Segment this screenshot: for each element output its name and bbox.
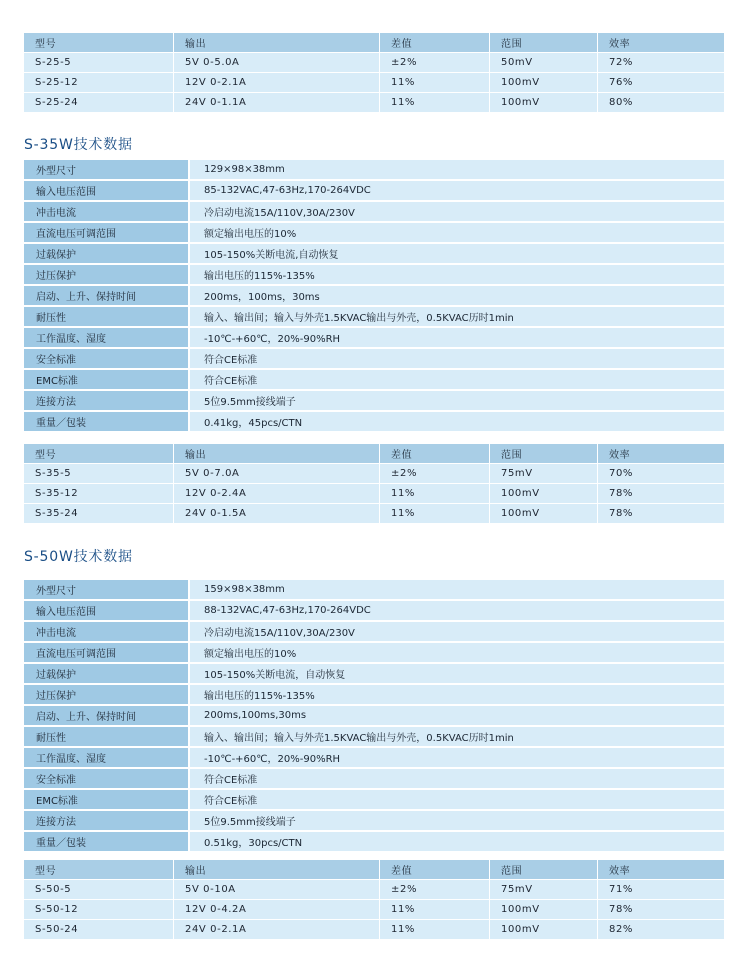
cell-output: 5V 0-5.0A: [174, 53, 380, 73]
spec-row: [24, 286, 724, 307]
spec-row: [24, 685, 724, 706]
spec-label: 输入电压范围: [24, 181, 190, 202]
cell-model: S-35-24: [24, 504, 174, 524]
spec-value: 159×98×38mm: [190, 580, 724, 601]
spec-label: 直流电压可调范围: [24, 223, 190, 244]
header-model: 型号: [24, 860, 174, 880]
cell-efficiency: 82%: [598, 920, 724, 940]
cell-output: 5V 0-7.0A: [174, 464, 380, 484]
spec-row: [24, 349, 724, 370]
cell-efficiency: 72%: [598, 53, 724, 73]
cell-model: S-50-24: [24, 920, 174, 940]
cell-output: 24V 0-2.1A: [174, 920, 380, 940]
spec-value: 输出电压的115%-135%: [190, 265, 724, 286]
spec-row: [24, 769, 724, 790]
cell-diff: 11%: [380, 484, 490, 504]
cell-diff: 11%: [380, 93, 490, 113]
cell-range: 100mV: [490, 484, 598, 504]
spec-row: [24, 601, 724, 622]
spec-row: [24, 265, 724, 286]
spec-value: 输入、输出间；输入与外壳1.5KVAC输出与外壳，0.5KVAC历时1min: [190, 307, 724, 328]
spec-label: 连接方法: [24, 811, 190, 832]
spec-value: 额定输出电压的10%: [190, 223, 724, 244]
cell-range: 100mV: [490, 920, 598, 940]
cell-diff: ±2%: [380, 464, 490, 484]
spec-label: 启动、上升、保持时间: [24, 706, 190, 727]
spec-row: [24, 706, 724, 727]
spec-label: 输入电压范围: [24, 601, 190, 622]
spec-row: [24, 307, 724, 328]
spec-value: 0.41kg，45pcs/CTN: [190, 412, 724, 433]
cell-model: S-35-5: [24, 464, 174, 484]
spec-label: 安全标准: [24, 769, 190, 790]
spec-row: [24, 748, 724, 769]
cell-model: S-25-5: [24, 53, 174, 73]
spec-value: -10℃-+60℃，20%-90%RH: [190, 328, 724, 349]
table-row: [24, 93, 724, 113]
spec-value: 输出电压的115%-135%: [190, 685, 724, 706]
cell-diff: ±2%: [380, 53, 490, 73]
spec-label: 过压保护: [24, 265, 190, 286]
spec-label: EMC标准: [24, 790, 190, 811]
cell-output: 5V 0-10A: [174, 880, 380, 900]
spec-row: [24, 181, 724, 202]
spec-value: 0.51kg，30pcs/CTN: [190, 832, 724, 853]
header-efficiency: 效率: [598, 860, 724, 880]
cell-range: 50mV: [490, 53, 598, 73]
spec-row: [24, 244, 724, 265]
table-row: [24, 464, 724, 484]
spec-label: 工作温度、湿度: [24, 328, 190, 349]
spec-row: [24, 727, 724, 748]
spec-row: [24, 832, 724, 853]
spec-row: [24, 412, 724, 433]
table-row: [24, 504, 724, 524]
cell-efficiency: 78%: [598, 900, 724, 920]
spec-row: [24, 160, 724, 181]
spec-value: 符合CE标准: [190, 349, 724, 370]
s35-spec-table: [24, 160, 724, 433]
header-range: 范围: [490, 444, 598, 464]
spec-value: 冷启动电流15A/110V,30A/230V: [190, 622, 724, 643]
table-row: [24, 880, 724, 900]
cell-model: S-25-12: [24, 73, 174, 93]
spec-value: 88-132VAC,47-63Hz,170-264VDC: [190, 601, 724, 622]
header-efficiency: 效率: [598, 33, 724, 53]
header-diff: 差值: [380, 33, 490, 53]
spec-row: [24, 391, 724, 412]
spec-row: [24, 664, 724, 685]
spec-label: 外型尺寸: [24, 160, 190, 181]
spec-value: 105-150%关断电流,自动恢复: [190, 244, 724, 265]
spec-value: 符合CE标准: [190, 790, 724, 811]
spec-label: EMC标准: [24, 370, 190, 391]
spec-value: 5位9.5mm接线端子: [190, 391, 724, 412]
cell-range: 100mV: [490, 504, 598, 524]
spec-label: 过压保护: [24, 685, 190, 706]
spec-value: 冷启动电流15A/110V,30A/230V: [190, 202, 724, 223]
cell-output: 24V 0-1.5A: [174, 504, 380, 524]
s50-section-title: S-50W技术数据: [24, 549, 133, 565]
spec-row: [24, 202, 724, 223]
spec-row: [24, 223, 724, 244]
spec-row: [24, 328, 724, 349]
cell-diff: 11%: [380, 920, 490, 940]
spec-row: [24, 580, 724, 601]
table-row: [24, 920, 724, 940]
spec-value: 85-132VAC,47-63Hz,170-264VDC: [190, 181, 724, 202]
spec-value: 129×98×38mm: [190, 160, 724, 181]
spec-row: [24, 622, 724, 643]
cell-output: 24V 0-1.1A: [174, 93, 380, 113]
cell-model: S-50-12: [24, 900, 174, 920]
spec-label: 直流电压可调范围: [24, 643, 190, 664]
header-output: 输出: [174, 860, 380, 880]
header-model: 型号: [24, 33, 174, 53]
spec-value: 5位9.5mm接线端子: [190, 811, 724, 832]
spec-value: 符合CE标准: [190, 769, 724, 790]
cell-model: S-25-24: [24, 93, 174, 113]
cell-diff: 11%: [380, 504, 490, 524]
spec-label: 启动、上升、保持时间: [24, 286, 190, 307]
cell-efficiency: 80%: [598, 93, 724, 113]
table-row: [24, 900, 724, 920]
spec-value: 200ms，100ms，30ms: [190, 286, 724, 307]
cell-output: 12V 0-2.4A: [174, 484, 380, 504]
cell-diff: 11%: [380, 73, 490, 93]
spec-label: 连接方法: [24, 391, 190, 412]
cell-range: 100mV: [490, 93, 598, 113]
spec-label: 耐压性: [24, 727, 190, 748]
s35-section-title: S-35W技术数据: [24, 137, 133, 153]
cell-diff: ±2%: [380, 880, 490, 900]
cell-range: 100mV: [490, 900, 598, 920]
spec-value: 200ms,100ms,30ms: [190, 706, 724, 727]
s35-model-table: [24, 444, 724, 524]
spec-label: 工作温度、湿度: [24, 748, 190, 769]
cell-range: 75mV: [490, 464, 598, 484]
cell-output: 12V 0-4.2A: [174, 900, 380, 920]
spec-label: 过载保护: [24, 664, 190, 685]
header-diff: 差值: [380, 444, 490, 464]
cell-model: S-50-5: [24, 880, 174, 900]
table-header-row: [24, 860, 724, 880]
spec-row: [24, 370, 724, 391]
s50-spec-table: [24, 580, 724, 853]
spec-value: 额定输出电压的10%: [190, 643, 724, 664]
cell-model: S-35-12: [24, 484, 174, 504]
spec-label: 过载保护: [24, 244, 190, 265]
table-header-row: [24, 33, 724, 53]
cell-output: 12V 0-2.1A: [174, 73, 380, 93]
table-row: [24, 73, 724, 93]
table-header-row: [24, 444, 724, 464]
spec-label: 外型尺寸: [24, 580, 190, 601]
spec-row: [24, 790, 724, 811]
cell-efficiency: 78%: [598, 504, 724, 524]
cell-efficiency: 71%: [598, 880, 724, 900]
header-range: 范围: [490, 33, 598, 53]
spec-label: 冲击电流: [24, 622, 190, 643]
s50-model-table: [24, 860, 724, 940]
cell-range: 75mV: [490, 880, 598, 900]
header-model: 型号: [24, 444, 174, 464]
spec-value: 符合CE标准: [190, 370, 724, 391]
table-row: [24, 484, 724, 504]
cell-efficiency: 78%: [598, 484, 724, 504]
spec-row: [24, 643, 724, 664]
header-efficiency: 效率: [598, 444, 724, 464]
header-output: 输出: [174, 444, 380, 464]
spec-value: 105-150%关断电流，自动恢复: [190, 664, 724, 685]
s25-model-table: [24, 33, 724, 113]
spec-label: 耐压性: [24, 307, 190, 328]
header-diff: 差值: [380, 860, 490, 880]
cell-range: 100mV: [490, 73, 598, 93]
spec-value: -10℃-+60℃，20%-90%RH: [190, 748, 724, 769]
cell-diff: 11%: [380, 900, 490, 920]
spec-label: 安全标准: [24, 349, 190, 370]
cell-efficiency: 76%: [598, 73, 724, 93]
cell-efficiency: 70%: [598, 464, 724, 484]
spec-label: 冲击电流: [24, 202, 190, 223]
spec-value: 输入、输出间；输入与外壳1.5KVAC输出与外壳，0.5KVAC历时1min: [190, 727, 724, 748]
header-output: 输出: [174, 33, 380, 53]
table-row: [24, 53, 724, 73]
spec-label: 重量／包装: [24, 412, 190, 433]
header-range: 范围: [490, 860, 598, 880]
spec-label: 重量／包装: [24, 832, 190, 853]
spec-row: [24, 811, 724, 832]
